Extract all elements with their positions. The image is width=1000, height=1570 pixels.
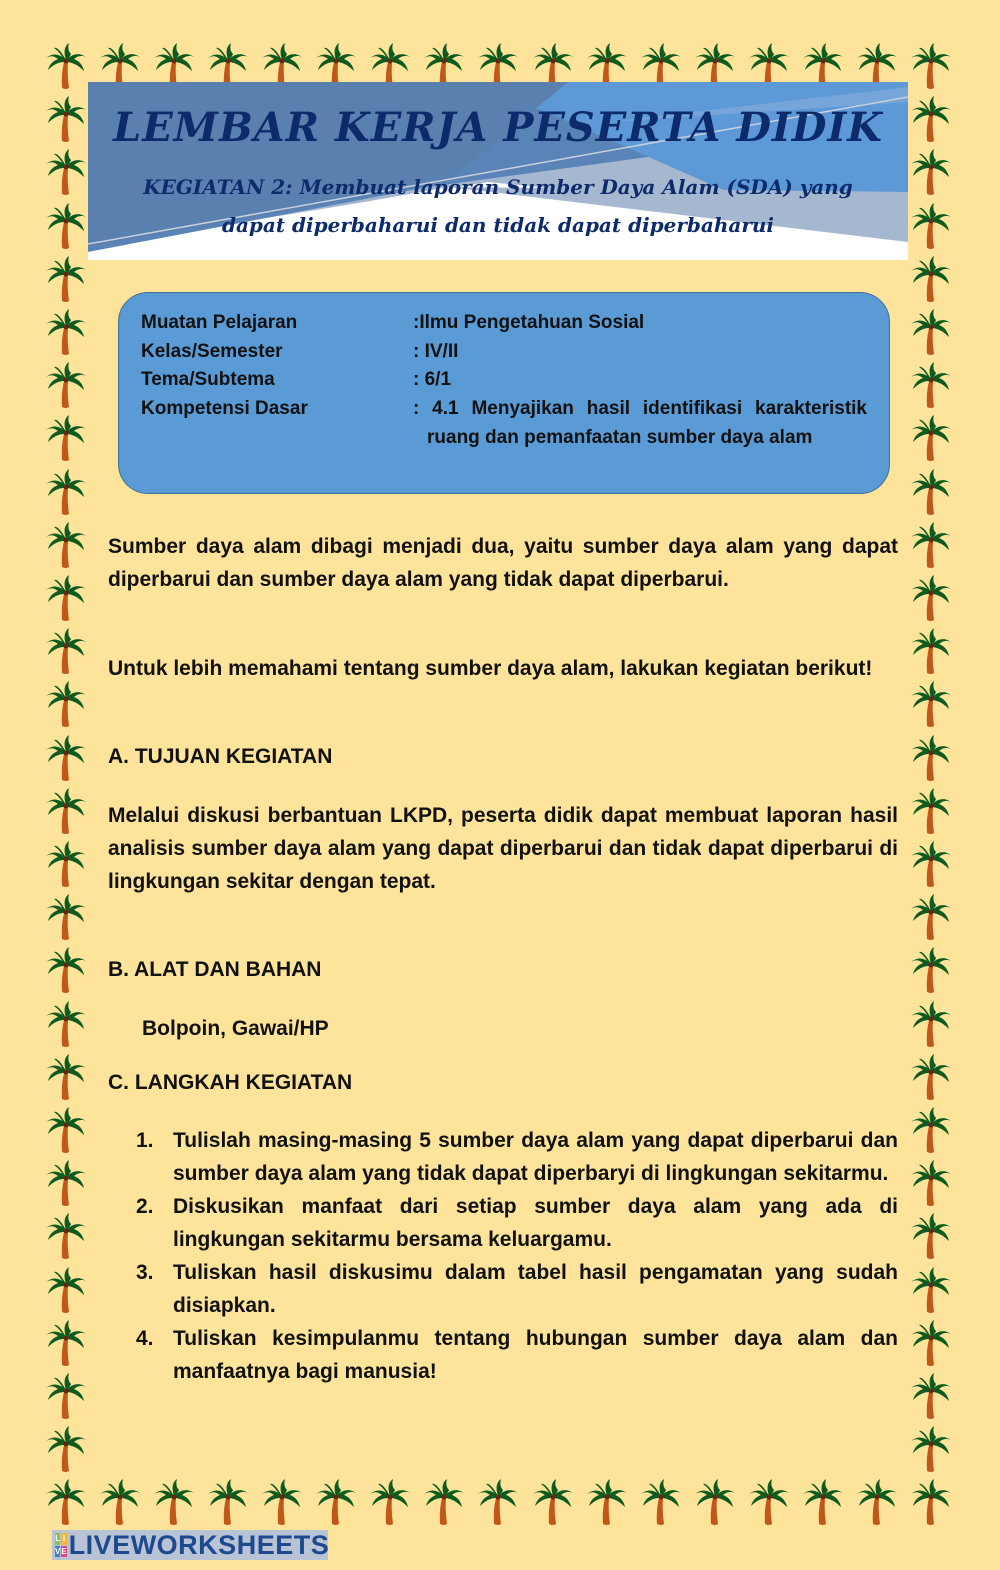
step-text: Tuliskan kesimpulanmu tentang hubungan sumber daya alam dan manfaatnya bagi manusia!	[173, 1327, 898, 1383]
palm-tree-icon	[152, 1478, 196, 1526]
palm-tree-icon	[909, 1319, 953, 1367]
palm-tree-icon	[909, 1106, 953, 1154]
lesson-info-box	[118, 292, 890, 494]
alat-text: Bolpoin, Gawai/HP	[142, 1017, 329, 1040]
info-value: : 4.1 Menyajikan hasil identifikasi karakteristik ruang dan pemanfaatan sumber daya alam	[413, 398, 867, 448]
info-value: : IV/II	[413, 341, 459, 362]
logo-mark-icon	[55, 1533, 67, 1557]
tujuan-text: Melalui diskusi berbantuan LKPD, peserta didik dapat membuat laporan hasil analisis sumber daya alam yang dapat diperbarui dan tidak dapat diperbarui di lingkungan sekitar dengan tepat.	[108, 804, 898, 893]
palm-tree-icon	[855, 1478, 899, 1526]
palm-tree-icon	[44, 468, 88, 516]
palm-tree-icon	[44, 734, 88, 782]
step-number: 1.	[136, 1129, 154, 1152]
palm-tree-icon	[909, 1266, 953, 1314]
palm-tree-icon	[44, 1212, 88, 1260]
palm-tree-icon	[206, 1478, 250, 1526]
step-item	[136, 1190, 898, 1256]
step-item	[136, 1322, 898, 1388]
palm-tree-icon	[368, 1478, 412, 1526]
palm-tree-icon	[314, 1478, 358, 1526]
liveworksheets-logo[interactable]	[52, 1530, 328, 1560]
palm-tree-icon	[909, 308, 953, 356]
palm-tree-icon	[44, 1106, 88, 1154]
palm-tree-icon	[44, 1159, 88, 1207]
palm-tree-icon	[260, 1478, 304, 1526]
palm-tree-icon	[909, 521, 953, 569]
palm-tree-icon	[44, 840, 88, 888]
subtitle-line-2: dapat diperbaharui dan tidak dapat diperbaharui	[221, 213, 775, 237]
activity-subtitle	[98, 168, 898, 244]
intro-paragraph-2: Untuk lebih memahami tentang sumber daya alam, lakukan kegiatan berikut!	[108, 657, 873, 680]
palm-tree-icon	[476, 1478, 520, 1526]
palm-tree-icon	[909, 1425, 953, 1473]
palm-tree-icon	[44, 255, 88, 303]
step-text: Diskusikan manfaat dari setiap sumber daya alam yang ada di lingkungan sekitarmu bersama keluargamu.	[173, 1195, 898, 1251]
step-item	[136, 1256, 898, 1322]
step-item	[136, 1124, 898, 1190]
step-number: 4.	[136, 1327, 154, 1350]
info-label: Kelas/Semester	[141, 341, 283, 362]
palm-tree-icon	[909, 148, 953, 196]
palm-tree-icon	[909, 734, 953, 782]
palm-tree-icon	[909, 468, 953, 516]
palm-tree-icon	[44, 95, 88, 143]
palm-tree-icon	[909, 680, 953, 728]
worksheet-title: LEMBAR KERJA PESERTA DIDIK	[113, 104, 883, 151]
palm-tree-icon	[909, 1478, 953, 1526]
header-banner	[88, 82, 908, 260]
palm-tree-icon	[44, 1266, 88, 1314]
info-label: Muatan Pelajaran	[141, 312, 298, 333]
palm-tree-icon	[44, 1372, 88, 1420]
palm-tree-icon	[44, 1000, 88, 1048]
palm-tree-icon	[909, 1159, 953, 1207]
subtitle-line-1: KEGIATAN 2: Membuat laporan Sumber Daya Alam (SDA) yang	[143, 175, 853, 199]
palm-tree-icon	[44, 1053, 88, 1101]
palm-tree-icon	[909, 627, 953, 675]
info-label: Kompetensi Dasar	[141, 398, 308, 419]
palm-tree-icon	[44, 414, 88, 462]
palm-tree-icon	[909, 574, 953, 622]
palm-tree-icon	[44, 787, 88, 835]
info-value: :Ilmu Pengetahuan Sosial	[413, 312, 645, 333]
palm-tree-icon	[44, 202, 88, 250]
logo-letter: E	[61, 1546, 67, 1556]
section-heading-alat: B. ALAT DAN BAHAN	[108, 958, 322, 981]
palm-tree-icon	[909, 202, 953, 250]
logo-letter: V	[55, 1546, 61, 1556]
palm-tree-icon	[909, 414, 953, 462]
palm-tree-icon	[693, 1478, 737, 1526]
palm-tree-icon	[44, 574, 88, 622]
palm-tree-icon	[909, 1372, 953, 1420]
palm-tree-icon	[422, 1478, 466, 1526]
palm-tree-icon	[98, 1478, 142, 1526]
palm-tree-icon	[909, 1212, 953, 1260]
palm-tree-icon	[44, 627, 88, 675]
palm-tree-icon	[801, 1478, 845, 1526]
palm-tree-icon	[44, 893, 88, 941]
step-number: 3.	[136, 1261, 154, 1284]
palm-tree-icon	[44, 680, 88, 728]
palm-tree-icon	[909, 42, 953, 90]
step-number: 2.	[136, 1195, 154, 1218]
palm-tree-icon	[909, 1053, 953, 1101]
section-heading-langkah: C. LANGKAH KEGIATAN	[108, 1071, 353, 1094]
palm-tree-icon	[909, 361, 953, 409]
logo-letter: L	[55, 1534, 61, 1544]
palm-tree-icon	[909, 946, 953, 994]
logo-letter: I	[62, 1534, 66, 1544]
info-value: : 6/1	[413, 369, 452, 390]
palm-tree-icon	[44, 361, 88, 409]
palm-tree-icon	[44, 308, 88, 356]
palm-tree-icon	[531, 1478, 575, 1526]
palm-tree-icon	[44, 42, 88, 90]
palm-tree-icon	[909, 255, 953, 303]
logo-text: LIVEWORKSHEETS	[68, 1529, 330, 1560]
palm-tree-icon	[44, 1319, 88, 1367]
palm-tree-icon	[909, 893, 953, 941]
section-heading-tujuan: A. TUJUAN KEGIATAN	[108, 745, 333, 768]
palm-tree-icon	[747, 1478, 791, 1526]
info-label: Tema/Subtema	[141, 369, 275, 390]
palm-tree-icon	[585, 1478, 629, 1526]
palm-tree-icon	[44, 1478, 88, 1526]
step-text: Tulislah masing-masing 5 sumber daya alam yang dapat diperbarui dan sumber daya alam yang tidak dapat diperbaryi di lingkungan sekitarmu.	[173, 1129, 898, 1185]
palm-tree-icon	[909, 95, 953, 143]
step-text: Tuliskan hasil diskusimu dalam tabel hasil pengamatan yang sudah disiapkan.	[173, 1261, 898, 1317]
palm-tree-icon	[44, 148, 88, 196]
palm-tree-icon	[909, 840, 953, 888]
palm-tree-icon	[639, 1478, 683, 1526]
palm-tree-icon	[909, 1000, 953, 1048]
palm-tree-icon	[44, 946, 88, 994]
palm-tree-icon	[909, 787, 953, 835]
intro-paragraph-1: Sumber daya alam dibagi menjadi dua, yaitu sumber daya alam yang dapat diperbarui dan sumber daya alam yang tidak dapat diperbarui.	[108, 535, 898, 591]
palm-tree-icon	[44, 521, 88, 569]
steps-list	[136, 1124, 898, 1388]
palm-tree-icon	[44, 1425, 88, 1473]
